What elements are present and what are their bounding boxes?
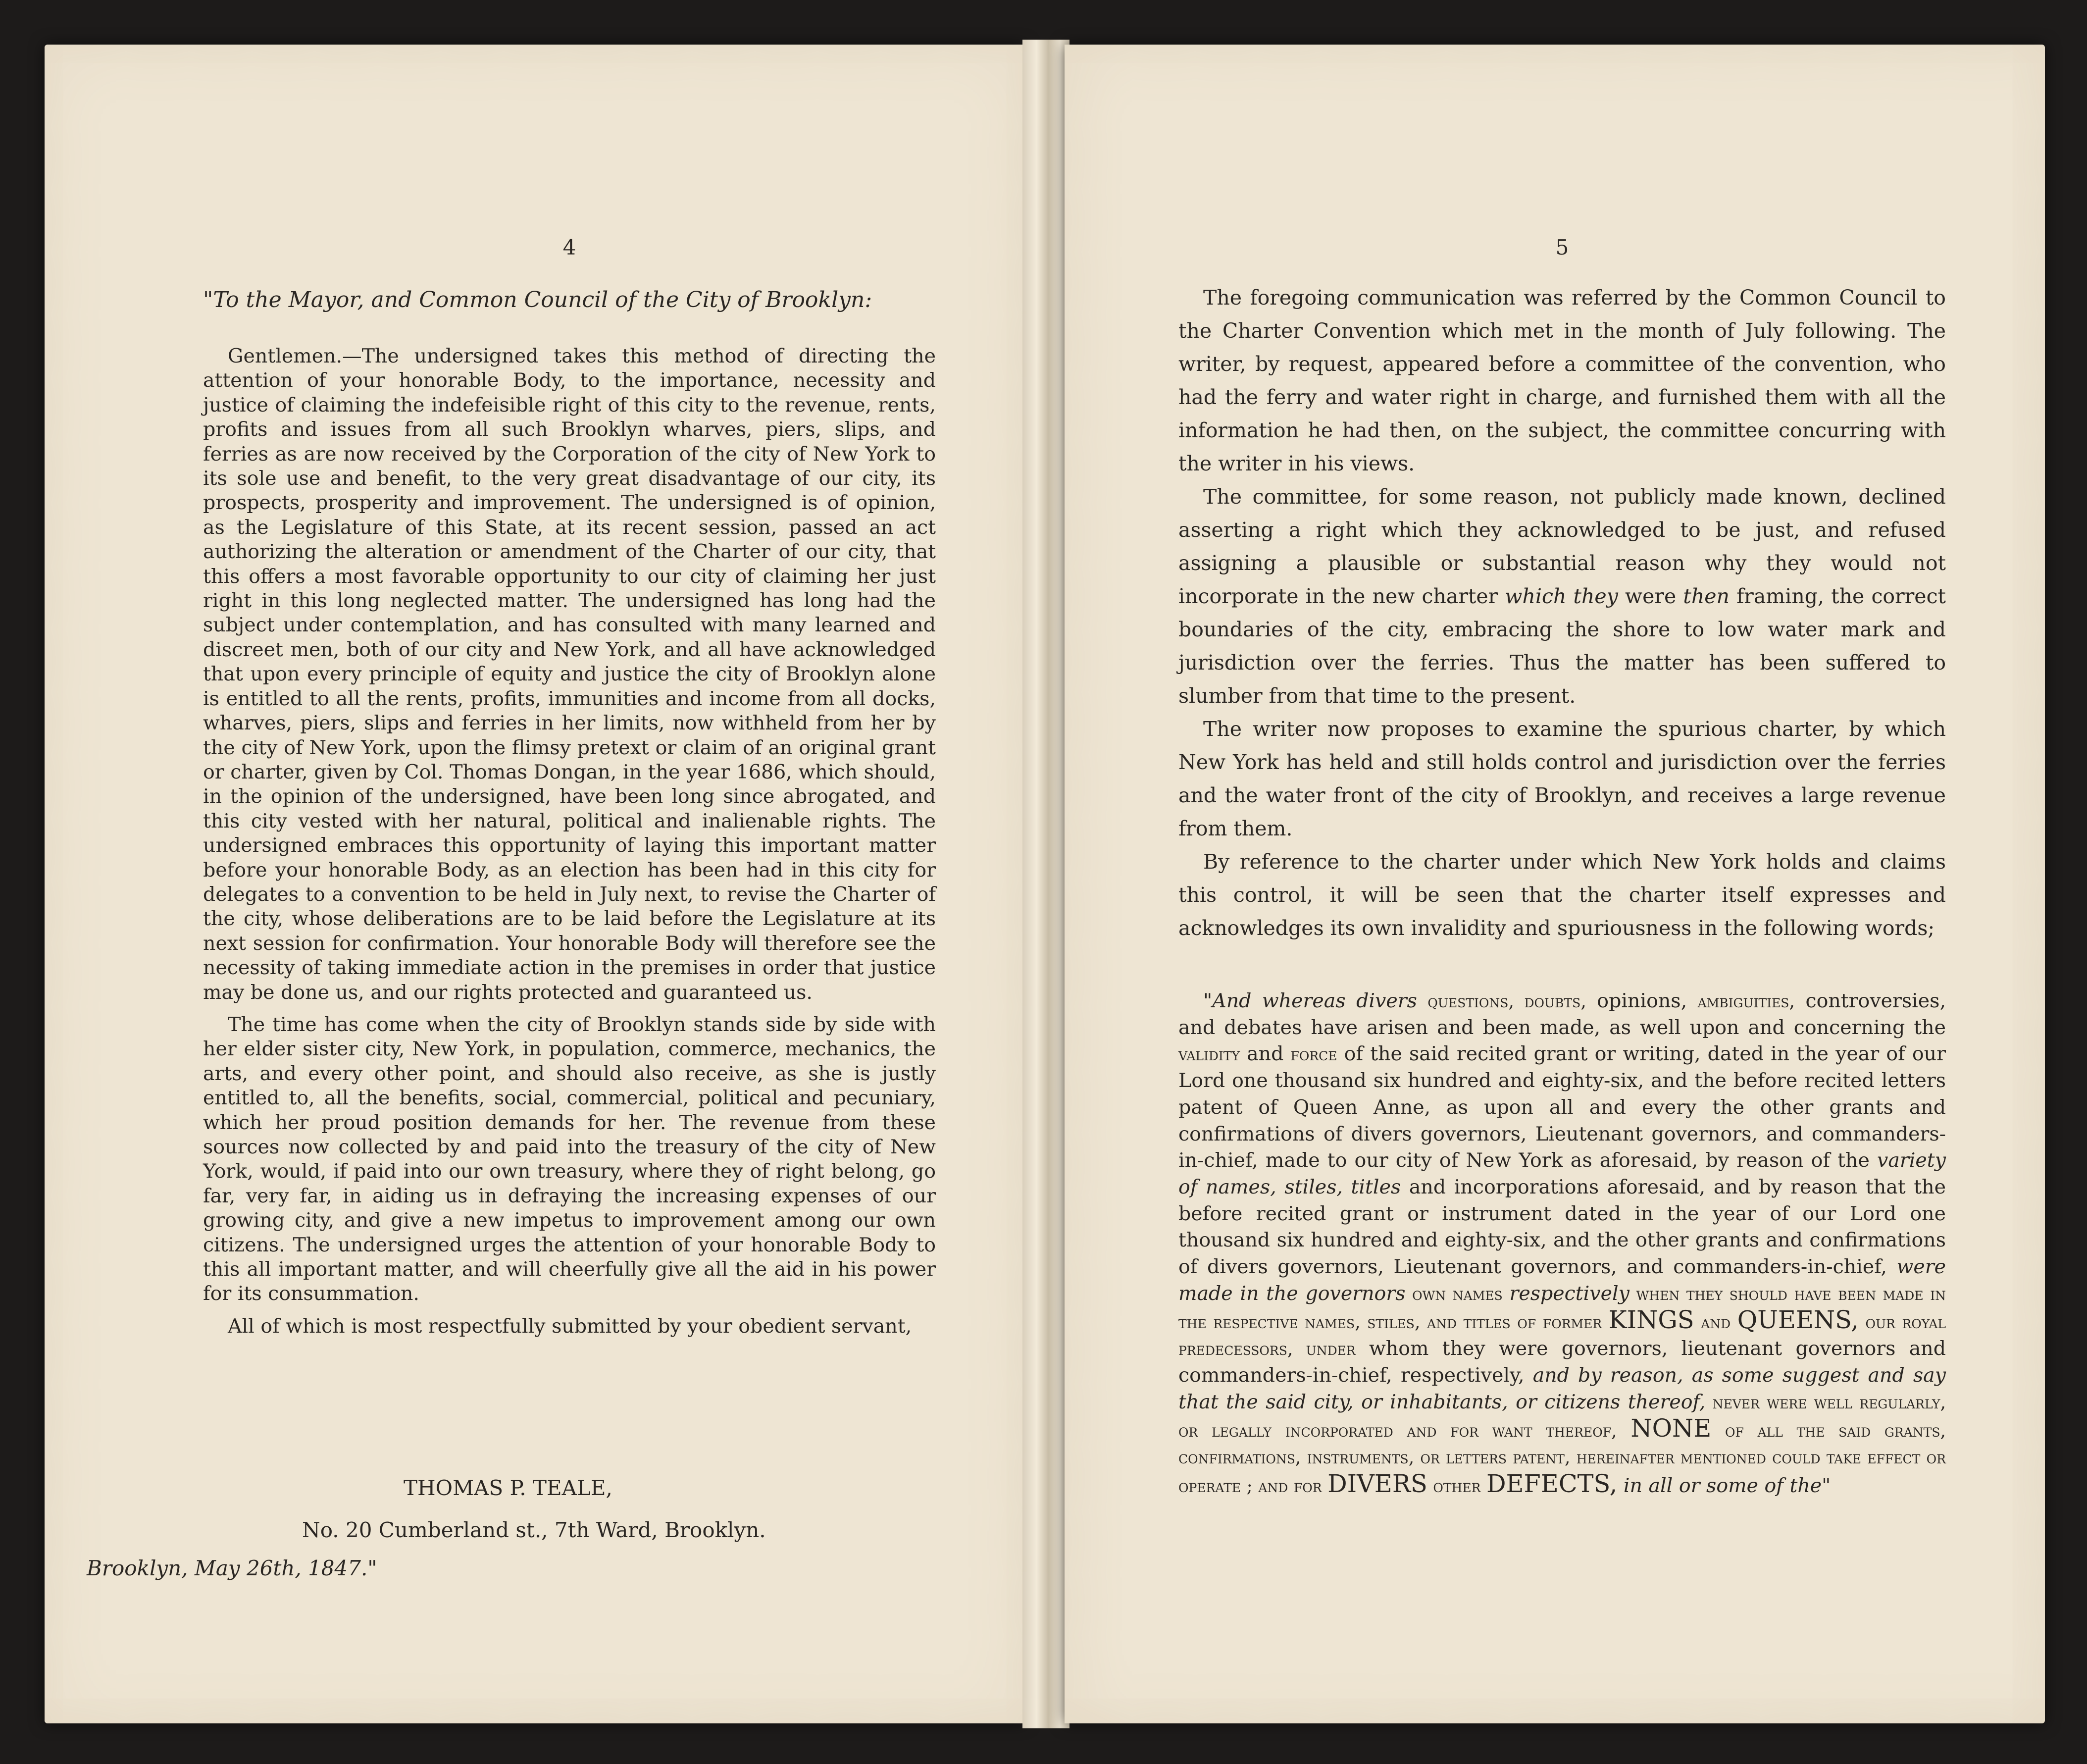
letter-date: Brooklyn, May 26th, 1847.": [87, 1556, 377, 1580]
page-number: 4: [562, 235, 576, 259]
signature-name: THOMAS P. TEALE,: [404, 1476, 612, 1500]
commentary-paragraph: The committee, for some reason, not publicly made known, declined asserting a right which they acknowledged to be just, and refused assigning a plausible or substantial reason why they would not incorporate in the new charter which they were then framing, the correct boundaries of the city, embracing the shore to low water mark and jurisdiction over the ferries. Thus the matter has been suffered to slumber from that time to the present.: [1178, 485, 1946, 708]
charter-quotation: [1178, 988, 1946, 1499]
quotation-paragraph: "And whereas divers questions, doubts, opinions, ambiguities, controversies, and debates have arisen and been made, as well upon and concerning the validity and force of the said recited grant or writing, dated in the year of our Lord one thousand six hundred and eighty-six, and the before recited letters patent of Queen Anne, as upon all and every the other grants and confirmations of divers governors, Lieutenant governors, and commanders-in-chief, made to our city of New York as aforesaid, by reason of the variety of names, stiles, titles and incorporations aforesaid, and by reason that the before recited grant or instrument dated in the year of our Lord one thousand six hundred and eighty-six, and the other grants and confirmations of divers governors, Lieutenant governors, and commanders-in-chief, were made in the governors own names respectively when they should have been made in the respective names, stiles, and titles of former KINGS and QUEENS, our royal predecessors, under whom they were governors, lieutenant governors and commanders-in-chief, respectively, and by reason, as some suggest and say that the said city, or inhabitants, or citizens thereof, never were well regularly, or legally incorporated and for want thereof, NONE of all the said grants, confirmations, instruments, or letters patent, hereinafter mentioned could take effect or operate ; and for DIVERS other DEFECTS, in all or some of the": [1178, 989, 1946, 1498]
letter-body: [203, 344, 936, 1339]
left-page: [45, 45, 1025, 1723]
book-spread: [35, 35, 2050, 1733]
commentary-body: [1178, 281, 1946, 945]
commentary-paragraph: The foregoing communication was referred by the Common Council to the Charter Convention which met in the month of July following. The writer, by request, appeared before a committee of the convention, who had the ferry and water right in charge, and furnished them with all the information he had then, on the subject, the committee concurring with the writer in his views.: [1178, 286, 1946, 475]
address-heading: "To the Mayor, and Common Council of the City of Brooklyn:: [203, 287, 872, 312]
page-number: 5: [1555, 235, 1569, 259]
letter-paragraph: All of which is most respectfully submitted by your obedient servant,: [228, 1314, 912, 1338]
right-page: [1065, 45, 2045, 1723]
commentary-paragraph: The writer now proposes to examine the spurious charter, by which New York has held and still holds control and jurisdiction over the ferries and the water front of the city of Brooklyn, and receives a large revenue from them.: [1178, 717, 1946, 840]
letter-paragraph: The time has come when the city of Brooklyn stands side by side with her elder sister city, New York, in population, commerce, mechanics, the arts, and every other point, and should also receive, as she is justly entitled to, all the benefits, social, commercial, political and pecuniary, which her proud position demands for her. The revenue from these sources now collected by and paid into the treasury of the city of New York, would, if paid into our own treasury, where they of right belong, go far, very far, in aiding us in defraying the increasing expenses of our growing city, and give a new impetus to improvement among our own citizens. The undersigned urges the attention of your honorable Body to this all important matter, and will cheerfully give all the aid in his power for its consummation.: [203, 1013, 936, 1305]
letter-paragraph: Gentlemen.—The undersigned takes this method of directing the attention of your honorable Body, to the importance, necessity and justice of claiming the indefeisible right of this city to the revenue, rents, profits and issues from all such Brooklyn wharves, piers, slips, and ferries as are now received by the Corporation of the city of New York to its sole use and benefit, to the very great disadvantage of our city, its prospects, prosperity and improvement. The undersigned is of opinion, as the Legislature of this State, at its recent session, passed an act authorizing the alteration or amendment of the Charter of our city, that this offers a most favorable opportunity to our city of claiming her just right in this long neglected matter. The undersigned has long had the subject under contemplation, and has consulted with many learned and discreet men, both of our city and New York, and all have acknowledged that upon every principle of equity and justice the city of Brooklyn alone is entitled to all the rents, profits, immunities and income from all docks, wharves, piers, slips and ferries in her limits, now withheld from her by the city of New York, upon the flimsy pretext or claim of an original grant or charter, given by Col. Thomas Dongan, in the year 1686, which should, in the opinion of the undersigned, have been long since abrogated, and this city vested with her natural, political and inalienable rights. The undersigned embraces this opportunity of laying this important matter before your honorable Body, as an election has been had in this city for delegates to a convention to be held in July next, to revise the Charter of the city, whose deliberations are to be laid before the Legislature at its next session for confirmation. Your honorable Body will therefore see the necessity of taking immediate action in the premises in order that justice may be done us, and our rights protected and guaranteed us.: [203, 345, 936, 1004]
commentary-paragraph: By reference to the charter under which New York holds and claims this control, it will be seen that the charter itself expresses and acknowledges its own invalidity and spuriousness in the following words;: [1178, 850, 1946, 940]
book-gutter: [1022, 40, 1069, 1728]
signature-address: No. 20 Cumberland st., 7th Ward, Brooklyn.: [302, 1518, 766, 1542]
